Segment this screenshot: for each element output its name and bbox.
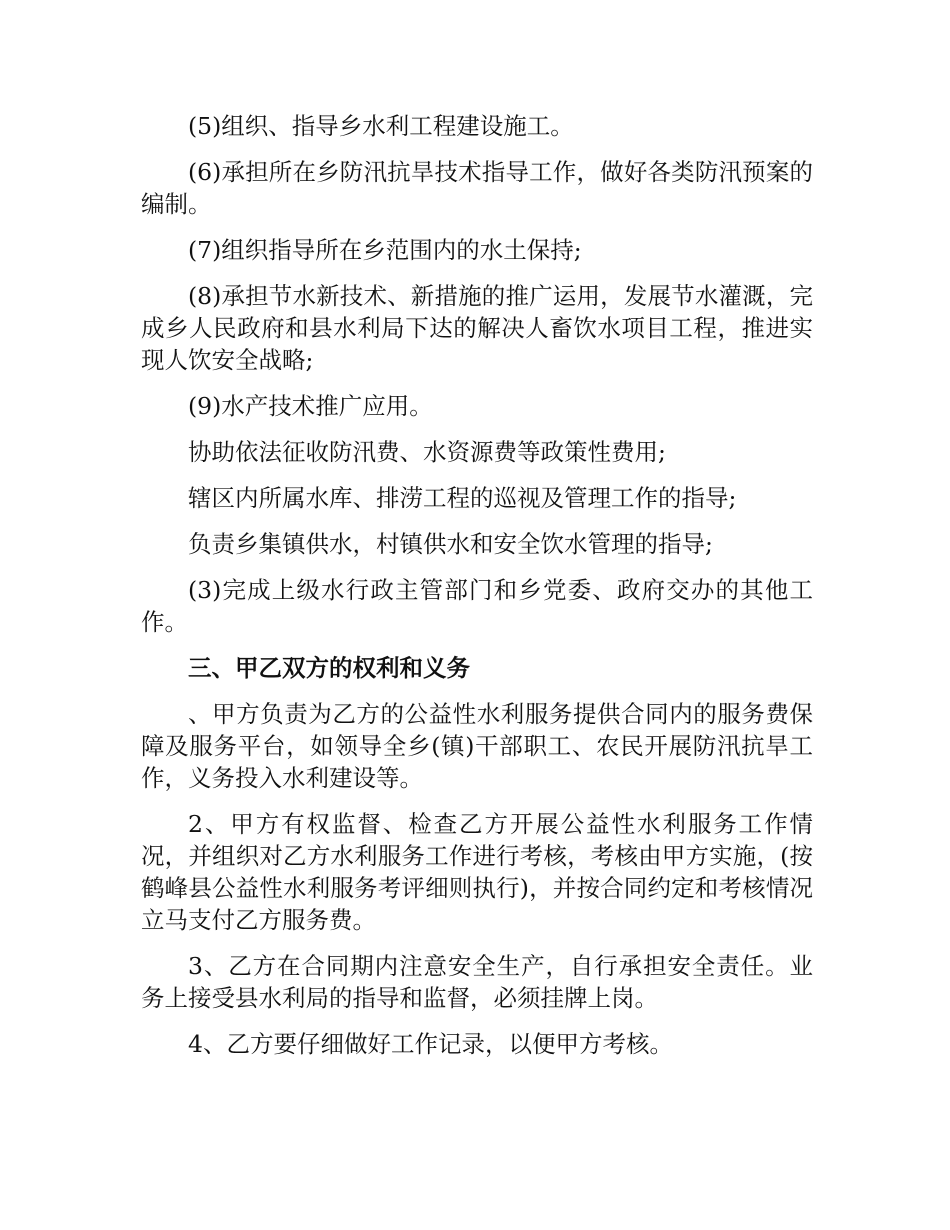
paragraph-item-6: (6)承担所在乡防汛抗旱技术指导工作，做好各类防汛预案的编制。 bbox=[141, 158, 813, 218]
document-page bbox=[141, 110, 813, 1074]
rights-paragraph-4: 4、乙方要仔细做好工作记录，以便甲方考核。 bbox=[188, 1030, 673, 1058]
rights-paragraph-2: 2、甲方有权监督、检查乙方开展公益性水利服务工作情况，并组织对乙方水利服务工作进行考核，考核由甲方实施，(按鹤峰县公益性水利服务考评细则执行)，并按合同约定和考核情况立马支付乙方服务费。 bbox=[141, 810, 813, 934]
paragraph-item-7: (7)组织指导所在乡范围内的水土保持; bbox=[188, 236, 582, 264]
paragraph-item-9: (9)水产技术推广应用。 bbox=[188, 392, 433, 420]
paragraph-item-5: (5)组织、指导乡水利工程建设施工。 bbox=[188, 112, 574, 140]
paragraph-reservoir-inspection: 辖区内所属水库、排涝工程的巡视及管理工作的指导; bbox=[188, 484, 737, 512]
paragraph-other-tasks: (3)完成上级水行政主管部门和乡党委、政府交办的其他工作。 bbox=[141, 576, 813, 636]
rights-paragraph-3: 3、乙方在合同期内注意安全生产，自行承担安全责任。业务上接受县水利局的指导和监督，必须挂牌上岗。 bbox=[141, 952, 813, 1012]
paragraph-item-8: (8)承担节水新技术、新措施的推广运用，发展节水灌溉，完成乡人民政府和县水利局下达的解决人畜饮水项目工程，推进实现人饮安全战略; bbox=[141, 282, 813, 374]
paragraph-water-supply: 负责乡集镇供水，村镇供水和安全饮水管理的指导; bbox=[188, 530, 713, 558]
section-heading: 三、甲乙双方的权利和义务 bbox=[188, 654, 470, 682]
paragraph-fee-collection: 协助依法征收防汛费、水资源费等政策性费用; bbox=[188, 438, 666, 466]
rights-paragraph-1: 、甲方负责为乙方的公益性水利服务提供合同内的服务费保障及服务平台，如领导全乡(镇)干部职工、农民开展防汛抗旱工作，义务投入水利建设等。 bbox=[141, 700, 813, 792]
